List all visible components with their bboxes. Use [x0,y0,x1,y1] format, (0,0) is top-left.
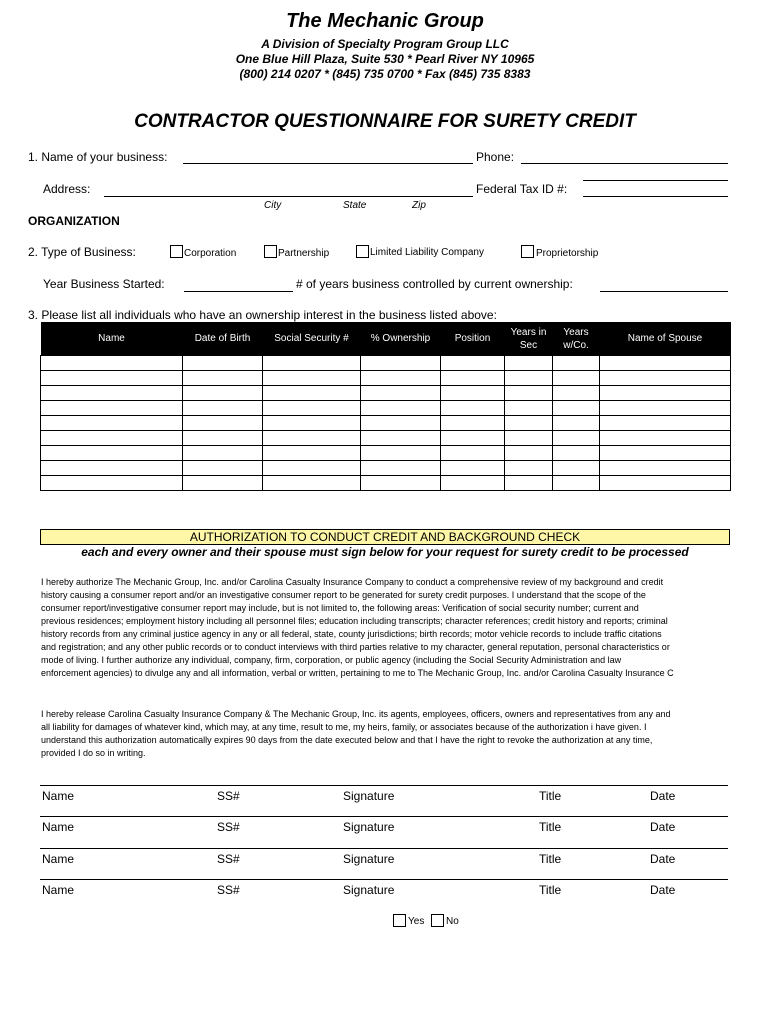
phone-line: (800) 214 0207 * (845) 735 0700 * Fax (845) 735 8383 [239,67,531,81]
corporation-label: Corporation [184,248,237,259]
company-name: The Mechanic Group [286,10,484,32]
table-cell[interactable] [183,461,263,476]
table-cell[interactable] [183,371,263,386]
signature-rule-1 [40,785,728,786]
table-cell[interactable] [600,416,731,431]
table-cell[interactable] [600,356,731,371]
signature-rule-4 [40,879,728,880]
table-cell[interactable] [441,386,505,401]
table-cell[interactable] [41,431,183,446]
table-cell[interactable] [41,461,183,476]
business-name-field[interactable] [183,163,473,164]
sig-signature-label: Signature [343,852,395,866]
table-cell[interactable] [600,371,731,386]
business-name-label: 1. Name of your business: [28,150,168,164]
proprietorship-checkbox[interactable] [521,245,534,258]
address-line: One Blue Hill Plaza, Suite 530 * Pearl River NY 10965 [235,52,535,66]
table-cell[interactable] [263,356,361,371]
sig-ss-label: SS# [217,852,240,866]
state-caption: State [343,200,367,211]
sig-ss-label: SS# [217,820,240,834]
sig-title-label: Title [539,820,562,834]
table-cell[interactable] [553,431,600,446]
sig-title-label: Title [539,789,562,803]
table-cell[interactable] [41,416,183,431]
no-checkbox[interactable] [431,914,444,927]
table-row [41,476,731,491]
partnership-checkbox[interactable] [264,245,277,258]
col-position: Position [441,322,505,356]
table-cell[interactable] [41,476,183,491]
sig-signature-label: Signature [343,789,395,803]
table-cell[interactable] [553,356,600,371]
table-cell[interactable] [505,386,553,401]
address-label: Address: [43,182,91,196]
signature-rule-2 [40,816,728,817]
sig-signature-label: Signature [343,820,395,834]
table-row [41,386,731,401]
table-cell[interactable] [441,431,505,446]
sig-name-label: Name [42,820,75,834]
years-controlled-label: # of years business controlled by current ownership: [296,277,573,291]
table-cell[interactable] [553,476,600,491]
table-cell[interactable] [361,461,441,476]
tax-id-label: Federal Tax ID #: [476,182,568,196]
col-spouse-name: Name of Spouse [600,322,731,356]
table-row [41,371,731,386]
corporation-checkbox[interactable] [170,245,183,258]
table-cell[interactable] [183,446,263,461]
table-cell[interactable] [361,401,441,416]
no-label: No [446,916,459,927]
table-cell[interactable] [41,446,183,461]
partnership-label: Partnership [278,248,330,259]
table-cell[interactable] [183,416,263,431]
sig-date-label: Date [650,852,676,866]
table-cell[interactable] [553,401,600,416]
table-cell[interactable] [441,461,505,476]
table-cell[interactable] [553,416,600,431]
table-cell[interactable] [361,371,441,386]
table-row [41,461,731,476]
table-cell[interactable] [361,431,441,446]
table-cell[interactable] [600,461,731,476]
table-cell[interactable] [553,446,600,461]
sig-title-label: Title [539,852,562,866]
table-cell[interactable] [41,356,183,371]
sig-name-label: Name [42,852,75,866]
zip-caption: Zip [412,200,426,211]
table-cell[interactable] [505,401,553,416]
table-row [41,416,731,431]
yes-checkbox[interactable] [393,914,406,927]
table-cell[interactable] [41,371,183,386]
table-cell[interactable] [505,356,553,371]
tax-id-field[interactable] [583,196,728,197]
table-row [41,356,731,371]
tax-id-line-top [583,180,728,181]
col-name: Name [41,322,183,356]
division-line: A Division of Specialty Program Group LLC [261,37,509,51]
authorization-subtitle: each and every owner and their spouse must sign below for your request for surety credit to be processed [81,545,689,559]
table-cell[interactable] [183,431,263,446]
table-cell[interactable] [600,446,731,461]
ownership-table [40,322,731,491]
table-cell[interactable] [441,476,505,491]
table-cell[interactable] [441,416,505,431]
ownership-header-row [41,322,731,356]
table-cell[interactable] [263,416,361,431]
table-cell[interactable] [41,401,183,416]
table-cell[interactable] [600,431,731,446]
table-cell[interactable] [183,401,263,416]
table-cell[interactable] [183,476,263,491]
table-cell[interactable] [505,461,553,476]
year-started-field[interactable] [184,291,293,292]
organization-heading: ORGANIZATION [28,214,120,228]
table-cell[interactable] [505,446,553,461]
business-type-label: 2. Type of Business: [28,245,136,259]
table-cell[interactable] [441,401,505,416]
table-cell[interactable] [441,356,505,371]
city-caption: City [264,200,282,211]
col-ssn: Social Security # [263,322,361,356]
table-row [41,446,731,461]
sig-date-label: Date [650,883,676,897]
table-cell[interactable] [505,431,553,446]
table-cell[interactable] [263,386,361,401]
table-cell[interactable] [505,371,553,386]
table-cell[interactable] [263,401,361,416]
table-cell[interactable] [505,416,553,431]
authorization-paragraph: I hereby authorize The Mechanic Group, Inc. and/or Carolina Casualty Insurance Company to conduct a comprehensive review of my background and credit history causing a consumer report and/or an investigative consumer report to be generated for surety credit purposes. I understand that the scope of the consumer report/investigative consumer report may include, but is not limited to, the following areas: Verification of social security number; current and previous residences; employment history including all personnel files; education including transcripts; character references; credit history and reports; criminal history records from any criminal justice agency in any or all federal, state, county jurisdictions; birth records; motor vehicle records to include traffic citations and registration; and any other public records or to conduct interviews with third parties relative to my character, general reputation, personal characteristics or mode of living. I further authorize any individual, company, firm, corporation, or public agency (including the Social Security Administration and law enforcement agencies) to divulge any and all information, verbal or written, pertaining to me to The Mechanic Group, Inc. and/or Carolina Casualty Insurance C [41,577,674,678]
col-date-of-birth: Date of Birth [183,322,263,356]
llc-checkbox[interactable] [356,245,369,258]
table-cell[interactable] [263,446,361,461]
form-title: CONTRACTOR QUESTIONNAIRE FOR SURETY CREDIT [134,111,636,132]
table-cell[interactable] [183,386,263,401]
table-cell[interactable] [361,386,441,401]
sig-date-label: Date [650,820,676,834]
table-cell[interactable] [263,476,361,491]
table-cell[interactable] [553,386,600,401]
table-cell[interactable] [553,371,600,386]
table-cell[interactable] [600,476,731,491]
col-years-with-co: Years w/Co. [553,322,600,356]
table-cell[interactable] [263,461,361,476]
sig-ss-label: SS# [217,789,240,803]
sig-ss-label: SS# [217,883,240,897]
table-cell[interactable] [263,431,361,446]
sig-name-label: Name [42,789,75,803]
signature-rule-3 [40,848,728,849]
address-field[interactable] [104,196,473,197]
sig-name-label: Name [42,883,75,897]
table-cell[interactable] [263,371,361,386]
table-cell[interactable] [361,416,441,431]
table-row [41,401,731,416]
table-cell[interactable] [41,386,183,401]
ownership-instruction: 3. Please list all individuals who have an ownership interest in the business listed above: [28,308,497,322]
phone-field[interactable] [521,163,728,164]
table-cell[interactable] [441,446,505,461]
year-started-label: Year Business Started: [43,277,165,291]
yes-label: Yes [408,916,425,927]
table-cell[interactable] [600,386,731,401]
release-paragraph: I hereby release Carolina Casualty Insurance Company & The Mechanic Group, Inc. its agents, employees, officers, owners and representatives from any and all liability for damages of whatever kind, which may, at any time, result to me, my heirs, family, or associates because of the authorization i have given. I understand this authorization automatically expires 90 days from the date executed below and that I have the right to revoke the authorization at any time, provided I do so in writing. [41,709,671,758]
sig-date-label: Date [650,789,676,803]
proprietorship-label: Proprietorship [536,248,599,259]
table-cell[interactable] [505,476,553,491]
table-cell[interactable] [183,356,263,371]
phone-label: Phone: [476,150,515,164]
table-cell[interactable] [441,371,505,386]
table-cell[interactable] [361,476,441,491]
table-cell[interactable] [361,446,441,461]
llc-label: Limited Liability Company [370,247,484,258]
table-cell[interactable] [553,461,600,476]
table-cell[interactable] [600,401,731,416]
years-controlled-field[interactable] [600,291,728,292]
sig-title-label: Title [539,883,562,897]
table-cell[interactable] [361,356,441,371]
table-row [41,431,731,446]
col-years-in-sec: Years in Sec [505,322,553,356]
sig-signature-label: Signature [343,883,395,897]
authorization-title: AUTHORIZATION TO CONDUCT CREDIT AND BACKGROUND CHECK [40,529,730,545]
col-ownership: % Ownership [361,322,441,356]
